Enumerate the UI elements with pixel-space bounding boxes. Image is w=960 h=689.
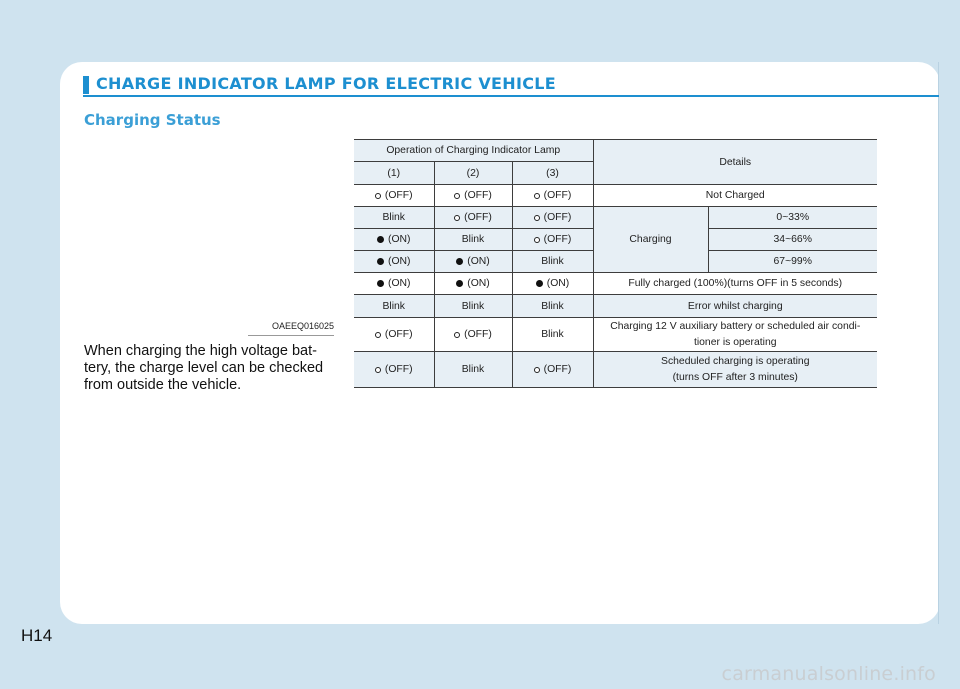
lamp-cell xyxy=(512,295,593,318)
lamp-state-label: Blink xyxy=(461,364,485,375)
lamp-off-icon xyxy=(454,332,460,338)
detail-cell xyxy=(593,318,877,352)
lamp-on-icon xyxy=(377,280,384,287)
detail-line: Charging 12 V auxiliary battery or scheduled air condi- xyxy=(610,320,861,332)
header-col-1: (1) xyxy=(354,162,434,185)
lamp-off-icon xyxy=(534,193,540,199)
lamp-cell xyxy=(434,185,512,207)
lamp-off-icon xyxy=(454,193,460,199)
page-edge xyxy=(938,62,960,624)
lamp-on-icon xyxy=(377,258,384,265)
charge-level-cell: 67~99% xyxy=(708,251,877,273)
lamp-state-label: (OFF) xyxy=(543,212,572,223)
lamp-off-icon xyxy=(375,367,381,373)
lamp-cell xyxy=(512,229,593,251)
lamp-state-label: (OFF) xyxy=(384,329,413,340)
section-rule xyxy=(83,95,939,97)
detail-line: (turns OFF after 3 minutes) xyxy=(672,371,798,383)
lamp-cell xyxy=(434,207,512,229)
lamp-cell xyxy=(354,295,434,318)
lamp-cell xyxy=(512,352,593,388)
lamp-cell xyxy=(354,352,434,388)
lamp-state-label: (ON) xyxy=(387,256,411,267)
charging-status-table xyxy=(354,139,877,388)
lamp-cell xyxy=(512,251,593,273)
charge-level-cell: 34~66% xyxy=(708,229,877,251)
lamp-cell xyxy=(354,273,434,295)
detail-cell: Error whilst charging xyxy=(593,295,877,318)
lamp-cell xyxy=(512,318,593,352)
table-row xyxy=(354,318,877,352)
lamp-cell xyxy=(354,229,434,251)
lamp-off-icon xyxy=(534,215,540,221)
detail-cell-charging: Charging xyxy=(593,207,708,273)
subheading: Charging Status xyxy=(84,111,221,129)
lamp-off-icon xyxy=(454,215,460,221)
lamp-state-label: Blink xyxy=(541,329,564,340)
lamp-state-label: Blink xyxy=(382,212,406,223)
header-operation: Operation of Charging Indicator Lamp xyxy=(354,140,593,162)
page-number: H14 xyxy=(21,626,53,645)
lamp-off-icon xyxy=(534,367,540,373)
lamp-state-label: (ON) xyxy=(387,278,411,289)
table-row xyxy=(354,295,877,318)
lamp-on-icon xyxy=(377,236,384,243)
lamp-state-label: Blink xyxy=(461,300,485,312)
header-col-2: (2) xyxy=(434,162,512,185)
lamp-on-icon xyxy=(456,280,463,287)
lamp-state-label: (OFF) xyxy=(464,212,492,223)
lamp-cell xyxy=(512,185,593,207)
lamp-state-label: (OFF) xyxy=(464,190,492,201)
lamp-state-label: Blink xyxy=(541,300,564,312)
table-row xyxy=(354,273,877,295)
lamp-on-icon xyxy=(456,258,463,265)
table-row xyxy=(354,352,877,388)
lamp-cell xyxy=(512,273,593,295)
section-title: CHARGE INDICATOR LAMP FOR ELECTRIC VEHICLE xyxy=(96,74,556,93)
lamp-cell xyxy=(434,295,512,318)
lamp-cell xyxy=(354,251,434,273)
lamp-cell xyxy=(512,207,593,229)
lamp-cell xyxy=(354,185,434,207)
header-details: Details xyxy=(593,140,877,185)
charge-level-cell: 0~33% xyxy=(708,207,877,229)
lamp-state-label: (ON) xyxy=(387,234,411,245)
lamp-state-label: Blink xyxy=(541,256,564,267)
lamp-state-label: (ON) xyxy=(546,278,570,289)
lamp-off-icon xyxy=(375,193,381,199)
lamp-state-label: Blink xyxy=(461,234,485,245)
lamp-state-label: (OFF) xyxy=(543,190,572,201)
watermark: carmanualsonline.info xyxy=(721,663,936,685)
lamp-state-label: (OFF) xyxy=(384,190,413,201)
detail-cell xyxy=(593,352,877,388)
lamp-cell xyxy=(354,207,434,229)
lamp-state-label: (ON) xyxy=(467,256,490,267)
lamp-state-label: Blink xyxy=(382,300,406,312)
detail-line: Scheduled charging is operating xyxy=(661,355,810,367)
lamp-off-icon xyxy=(375,332,381,338)
table-row xyxy=(354,185,877,207)
lamp-off-icon xyxy=(534,237,540,243)
detail-cell: Not Charged xyxy=(593,185,877,207)
section-marker xyxy=(83,76,89,94)
body-text: When charging the high voltage bat- tery, the charge level can be checked from outside the vehicle. xyxy=(84,343,324,393)
lamp-state-label: (OFF) xyxy=(543,364,572,375)
lamp-state-label: (OFF) xyxy=(464,329,492,340)
lamp-cell xyxy=(434,318,512,352)
lamp-cell xyxy=(434,273,512,295)
lamp-cell xyxy=(434,229,512,251)
lamp-state-label: (ON) xyxy=(467,278,490,289)
image-code: OAEEQ016025 xyxy=(248,321,334,336)
table-row xyxy=(354,207,877,229)
header-col-3: (3) xyxy=(512,162,593,185)
lamp-state-label: (OFF) xyxy=(543,234,572,245)
detail-cell: Fully charged (100%)(turns OFF in 5 seconds) xyxy=(593,273,877,295)
lamp-cell xyxy=(354,318,434,352)
page-edge-line xyxy=(938,62,939,624)
lamp-cell xyxy=(434,352,512,388)
lamp-cell xyxy=(434,251,512,273)
lamp-on-icon xyxy=(536,280,543,287)
table-header-row xyxy=(354,140,877,162)
lamp-state-label: (OFF) xyxy=(384,364,413,375)
detail-line: tioner is operating xyxy=(693,336,777,348)
